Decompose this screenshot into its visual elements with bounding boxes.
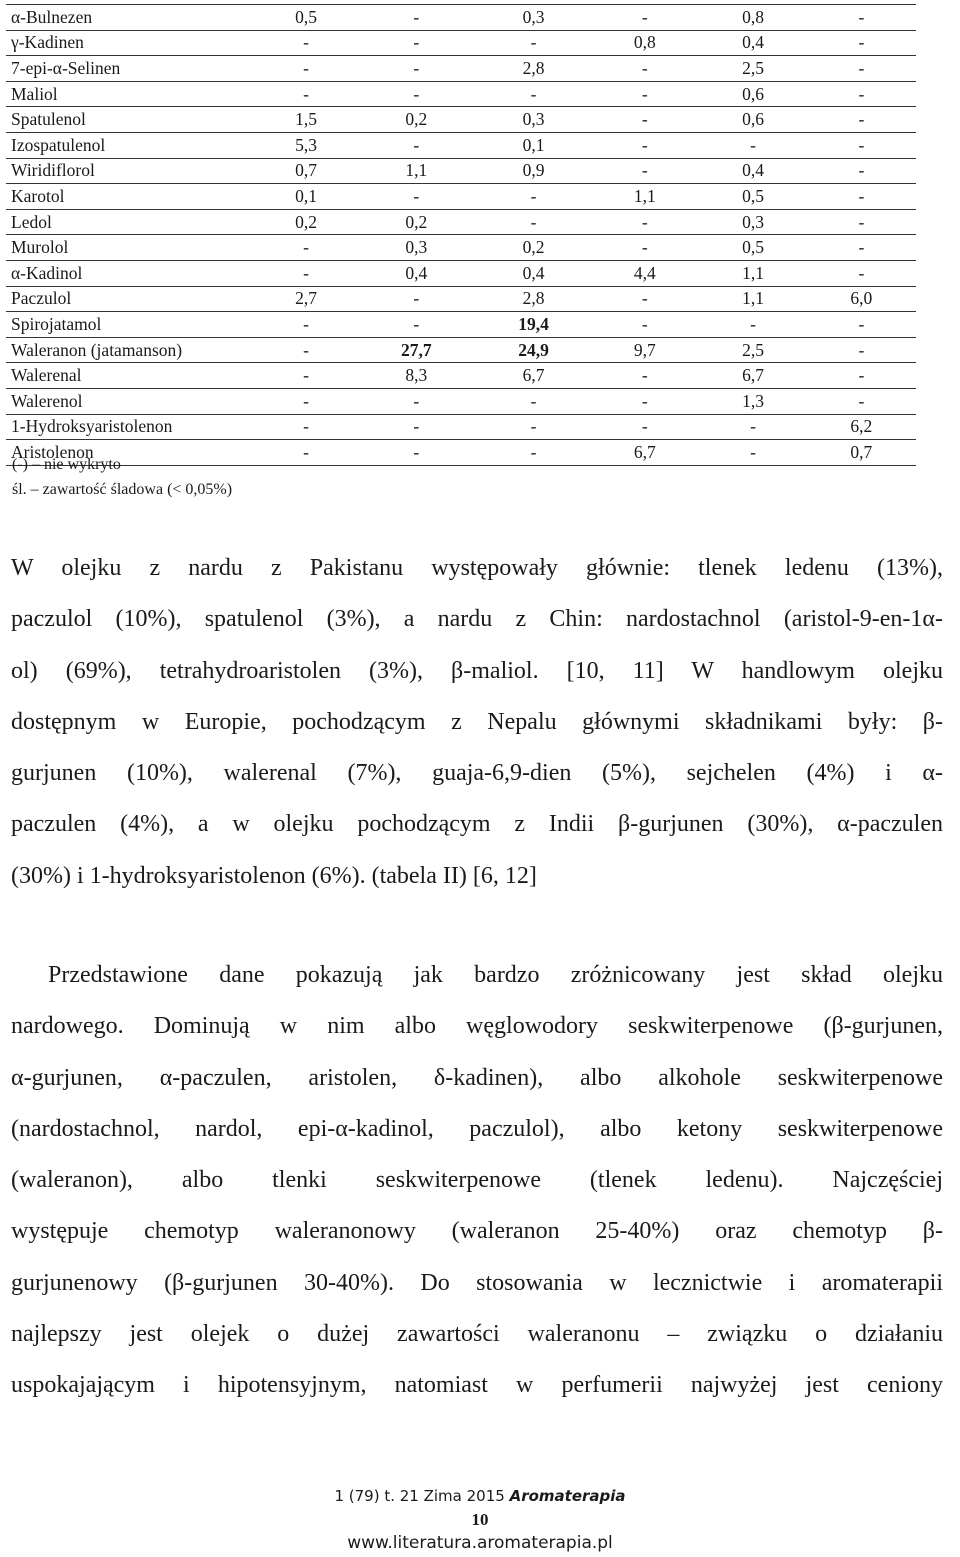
table-cell: - — [807, 158, 916, 184]
table-cell: 0,1 — [477, 132, 590, 158]
paragraph-line: gurjunenowy (β-gurjunen 30-40%). Do stosowania w lecznictwie i aromaterapii — [11, 1269, 943, 1296]
table-cell: - — [590, 158, 699, 184]
compound-name: Spatulenol — [6, 107, 256, 133]
table-cell: 0,2 — [477, 235, 590, 261]
table-cell: - — [477, 30, 590, 56]
compound-name: 1-Hydroksyaristolenon — [6, 414, 256, 440]
table-cell: 0,5 — [699, 184, 806, 210]
table-cell: - — [256, 56, 355, 82]
table-cell: 6,7 — [699, 363, 806, 389]
table-cell: 0,3 — [356, 235, 477, 261]
table-cell: 0,6 — [699, 107, 806, 133]
table-cell: - — [590, 363, 699, 389]
table-cell: - — [807, 260, 916, 286]
table-cell: 2,5 — [699, 337, 806, 363]
compound-name: α-Bulnezen — [6, 5, 256, 31]
table-cell: - — [590, 235, 699, 261]
table-cell: 6,2 — [807, 414, 916, 440]
table-cell: 0,3 — [477, 5, 590, 31]
table-cell: - — [256, 81, 355, 107]
table-row — [6, 260, 916, 286]
table-cell: 0,4 — [699, 30, 806, 56]
table-row — [6, 235, 916, 261]
table-row — [6, 414, 916, 440]
table-cell: 0,6 — [699, 81, 806, 107]
table-cell: - — [356, 56, 477, 82]
compound-name: Waleranon (jatamanson) — [6, 337, 256, 363]
table-row — [6, 388, 916, 414]
table-cell: 5,3 — [256, 132, 355, 158]
paragraph-line: ol) (69%), tetrahydroaristolen (3%), β-maliol. [10, 11] W handlowym olejku — [11, 657, 943, 684]
table-cell: 1,1 — [590, 184, 699, 210]
table-cell: 1,5 — [256, 107, 355, 133]
table-cell: - — [356, 132, 477, 158]
table-cell: 0,2 — [256, 209, 355, 235]
compound-name: Walerenol — [6, 388, 256, 414]
table-cell: 6,7 — [477, 363, 590, 389]
compound-name: 7-epi-α-Selinen — [6, 56, 256, 82]
compound-name: Spirojatamol — [6, 312, 256, 338]
paragraph-line: gurjunen (10%), walerenal (7%), guaja-6,9-dien (5%), sejchelen (4%) i α- — [11, 760, 943, 787]
table-cell: 2,8 — [477, 56, 590, 82]
compound-name: Walerenal — [6, 363, 256, 389]
table-cell: - — [590, 132, 699, 158]
paragraph-line: występuje chemotyp waleranonowy (waleranon 25-40%) oraz chemotyp β- — [11, 1218, 943, 1245]
table-cell: - — [477, 184, 590, 210]
table-cell: - — [590, 5, 699, 31]
table-cell: - — [807, 312, 916, 338]
table-row — [6, 107, 916, 133]
paragraph-1 — [11, 543, 943, 902]
table-cell: - — [590, 312, 699, 338]
table-cell: - — [477, 440, 590, 466]
compound-table — [6, 4, 916, 466]
table-cell: 6,0 — [807, 286, 916, 312]
paragraph-line: paczulol (10%), spatulenol (3%), a nardu z Chin: nardostachnol (aristol-9-en-1α- — [11, 606, 943, 633]
table-cell: - — [256, 235, 355, 261]
table-cell: - — [590, 81, 699, 107]
table-cell: - — [807, 388, 916, 414]
table-cell: 19,4 — [477, 312, 590, 338]
table-cell: - — [807, 30, 916, 56]
table-cell: - — [356, 388, 477, 414]
table-cell: - — [477, 81, 590, 107]
table-cell: 2,8 — [477, 286, 590, 312]
table-cell: - — [807, 363, 916, 389]
compound-name: Wiridiflorol — [6, 158, 256, 184]
table-cell: 0,5 — [256, 5, 355, 31]
table-cell: - — [807, 5, 916, 31]
paragraph-line: W olejku z nardu z Pakistanu występowały głównie: tlenek ledenu (13%), — [11, 555, 943, 581]
table-cell: - — [590, 209, 699, 235]
paragraph-line: (30%) i 1-hydroksyaristolenon (6%). (tabela II) [6, 12] — [11, 862, 537, 889]
table-cell: - — [356, 30, 477, 56]
table-cell: 4,4 — [590, 260, 699, 286]
table-cell: 1,1 — [356, 158, 477, 184]
table-cell: 0,3 — [477, 107, 590, 133]
table-row — [6, 440, 916, 466]
table-row — [6, 337, 916, 363]
table-cell: 0,2 — [356, 209, 477, 235]
compound-name: Maliol — [6, 81, 256, 107]
table-cell: 1,3 — [699, 388, 806, 414]
paragraph-line: α-gurjunen, α-paczulen, aristolen, δ-kadinen), albo alkohole seskwiterpenowe — [11, 1064, 943, 1091]
table-cell: - — [807, 107, 916, 133]
table-cell: - — [807, 56, 916, 82]
compound-name: α-Kadinol — [6, 260, 256, 286]
table-cell: 0,8 — [699, 5, 806, 31]
table-row — [6, 209, 916, 235]
table-cell: - — [356, 414, 477, 440]
table-row — [6, 30, 916, 56]
table-cell: - — [256, 30, 355, 56]
table-row — [6, 5, 916, 31]
table-cell: - — [699, 312, 806, 338]
table-cell: 9,7 — [590, 337, 699, 363]
table-cell: 0,9 — [477, 158, 590, 184]
table-row — [6, 312, 916, 338]
table-cell: 0,7 — [256, 158, 355, 184]
table-cell: 0,2 — [356, 107, 477, 133]
compound-name: Ledol — [6, 209, 256, 235]
table-cell: - — [356, 5, 477, 31]
brand-logo: Aromaterapia — [509, 1487, 626, 1505]
table-cell: - — [807, 184, 916, 210]
table-cell: - — [477, 414, 590, 440]
table-note-not-detected: (-) – nie wykryto — [12, 456, 121, 473]
table-cell: - — [807, 209, 916, 235]
table-cell: 0,8 — [590, 30, 699, 56]
table-row — [6, 132, 916, 158]
table-cell: 0,7 — [807, 440, 916, 466]
table-cell: - — [807, 81, 916, 107]
table-row — [6, 158, 916, 184]
table-cell: - — [590, 107, 699, 133]
table-cell: - — [256, 414, 355, 440]
compound-name: Murolol — [6, 235, 256, 261]
table-cell: - — [356, 286, 477, 312]
table-cell: - — [356, 440, 477, 466]
paragraph-2 — [11, 950, 943, 1412]
table-cell: - — [477, 388, 590, 414]
table-cell: 0,4 — [477, 260, 590, 286]
table-cell: - — [356, 184, 477, 210]
table-row — [6, 56, 916, 82]
table-cell: - — [590, 388, 699, 414]
footer-issue-text: 1 (79) t. 21 Zima 2015 — [334, 1487, 505, 1505]
footer-issue — [0, 1487, 960, 1505]
table-cell: - — [590, 414, 699, 440]
table-cell: 1,1 — [699, 260, 806, 286]
table-cell: 0,4 — [356, 260, 477, 286]
table-cell: 0,3 — [699, 209, 806, 235]
table-cell: 0,5 — [699, 235, 806, 261]
table-cell: - — [256, 312, 355, 338]
compound-name: Karotol — [6, 184, 256, 210]
paragraph-line: paczulen (4%), a w olejku pochodzącym z Indii β-gurjunen (30%), α-paczulen — [11, 811, 943, 838]
table-row — [6, 286, 916, 312]
table-cell: 8,3 — [356, 363, 477, 389]
table-row — [6, 184, 916, 210]
compound-name: γ-Kadinen — [6, 30, 256, 56]
table-cell: - — [699, 414, 806, 440]
table-cell: - — [356, 81, 477, 107]
table-cell: 1,1 — [699, 286, 806, 312]
compound-name: Paczulol — [6, 286, 256, 312]
table-cell: - — [356, 312, 477, 338]
table-cell: - — [807, 132, 916, 158]
paragraph-line: dostępnym w Europie, pochodzącym z Nepalu głównymi składnikami były: β- — [11, 708, 943, 735]
table-row — [6, 363, 916, 389]
table-cell: - — [590, 56, 699, 82]
table-cell: - — [256, 260, 355, 286]
table-cell: - — [590, 286, 699, 312]
table-cell: - — [807, 235, 916, 261]
table-cell: - — [477, 209, 590, 235]
paragraph-line: najlepszy jest olejek o dużej zawartości waleranonu – związku o działaniu — [11, 1321, 943, 1348]
page-number: 10 — [471, 1510, 489, 1529]
table-note-trace: śl. – zawartość śladowa (< 0,05%) — [12, 481, 233, 498]
paragraph-line: (waleranon), albo tlenki seskwiterpenowe (tlenek ledenu). Najczęściej — [11, 1167, 943, 1194]
table-cell: 6,7 — [590, 440, 699, 466]
table-cell: 0,4 — [699, 158, 806, 184]
table-cell: - — [807, 337, 916, 363]
table-cell: - — [256, 440, 355, 466]
paragraph-line: Przedstawione dane pokazują jak bardzo zróżnicowany jest skład olejku — [48, 962, 943, 988]
table-cell: 24,9 — [477, 337, 590, 363]
footer-url: www.literatura.aromaterapia.pl — [347, 1533, 613, 1553]
table-row — [6, 81, 916, 107]
table-cell: - — [699, 440, 806, 466]
compound-name: Izospatulenol — [6, 132, 256, 158]
table-cell: 2,7 — [256, 286, 355, 312]
table-cell: 27,7 — [356, 337, 477, 363]
table-cell: - — [256, 363, 355, 389]
table-cell: - — [256, 337, 355, 363]
paragraph-line: nardowego. Dominują w nim albo węglowodory seskwiterpenowe (β-gurjunen, — [11, 1013, 943, 1040]
table-cell: 2,5 — [699, 56, 806, 82]
paragraph-line: (nardostachnol, nardol, epi-α-kadinol, paczulol), albo ketony seskwiterpenowe — [11, 1115, 943, 1142]
compound-name: Aristolenon — [6, 440, 256, 466]
paragraph-line: uspokajającym i hipotensyjnym, natomiast w perfumerii najwyżej jest ceniony — [11, 1372, 943, 1399]
table-cell: - — [256, 388, 355, 414]
table-cell: 0,1 — [256, 184, 355, 210]
table-cell: - — [699, 132, 806, 158]
